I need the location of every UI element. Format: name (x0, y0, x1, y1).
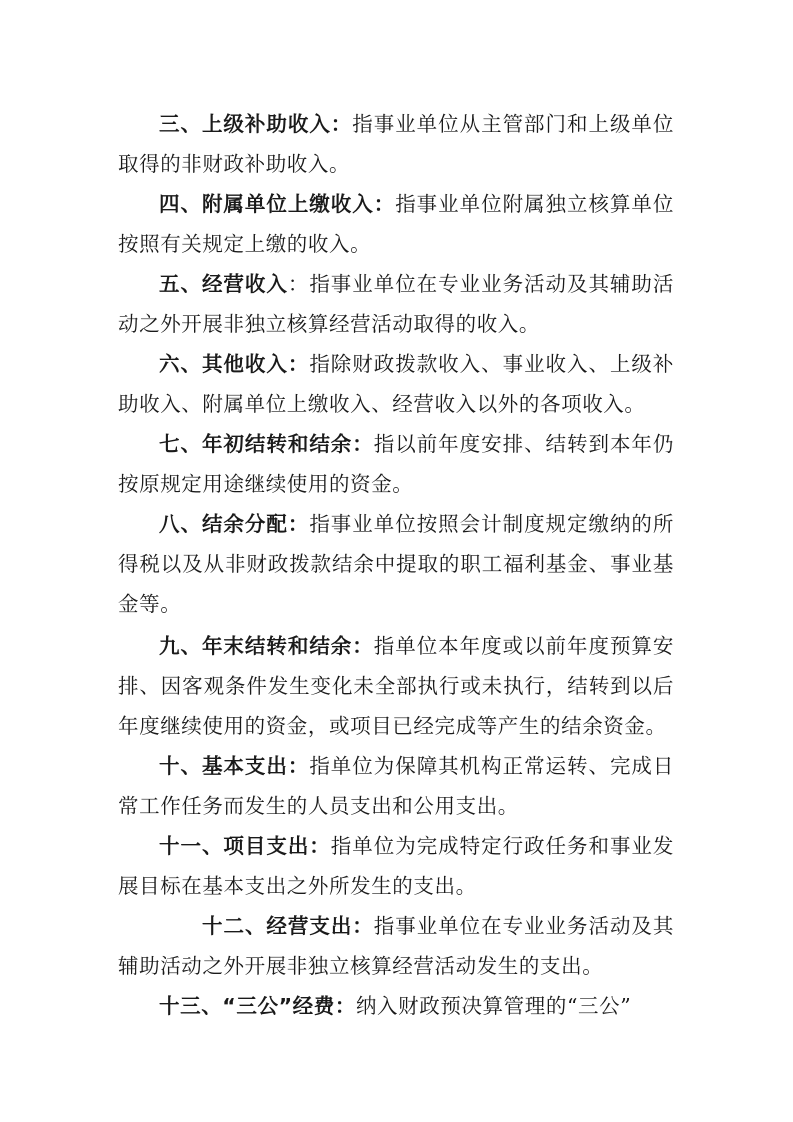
paragraph-affiliated-unit-income (118, 184, 674, 264)
paragraph-three-public-expenses (118, 986, 674, 1026)
paragraph-operating-income (118, 264, 674, 344)
term-heading: 十、基本支出： (159, 754, 310, 778)
term-heading: 九、年末结转和结余： (159, 634, 374, 658)
paragraph-opening-carryover (118, 424, 674, 504)
term-definition: 指单位为保障其机构正常运转、完成日常工作任务而发生的人员支出和公用支出。 (118, 754, 675, 818)
term-definition: 纳入财政预决算管理的“三公” (355, 994, 632, 1018)
term-definition: 指单位为完成特定行政任务和事业发展目标在基本支出之外所发生的支出。 (118, 834, 674, 898)
paragraph-basic-expenditure (118, 746, 674, 826)
term-heading: 三、上级补助收入： (159, 112, 353, 136)
term-definition: 指事业单位附属独立核算单位按照有关规定上缴的收入。 (118, 192, 674, 256)
term-heading: 十二、经营支出： (202, 914, 374, 938)
paragraph-project-expenditure (118, 826, 674, 906)
term-definition: 指除财政拨款收入、事业收入、上级补助收入、附属单位上缴收入、经营收入以外的各项收入。 (118, 352, 675, 416)
term-definition: 指以前年度安排、结转到本年仍按原规定用途继续使用的资金。 (118, 432, 675, 496)
term-heading: 十一、项目支出： (159, 834, 331, 858)
term-definition: 指事业单位在专业业务活动及其辅助活动之外开展非独立核算经营活动发生的支出。 (118, 914, 674, 978)
term-heading: 八、结余分配： (159, 512, 310, 536)
term-heading: 四、附属单位上缴收入： (159, 192, 396, 216)
paragraph-closing-carryover (118, 626, 674, 746)
paragraph-surplus-distribution (118, 504, 674, 624)
term-heading: 五、经营收入 (159, 272, 288, 296)
paragraph-other-income (118, 344, 674, 424)
term-heading: 六、其他收入： (159, 352, 310, 376)
paragraph-operating-expenditure (118, 906, 674, 986)
term-heading: 十三、“三公”经费： (159, 994, 356, 1018)
term-heading: 七、年初结转和结余： (159, 432, 374, 456)
term-definition: 指单位本年度或以前年度预算安排、因客观条件发生变化未全部执行或未执行，结转到以后年度继续使用的资金，或项目已经完成等产生的结余资金。 (118, 634, 675, 738)
term-definition: 指事业单位按照会计制度规定缴纳的所得税以及从非财政拨款结余中提取的职工福利基金、事业基金等。 (118, 512, 675, 616)
term-definition: ：指事业单位在专业业务活动及其辅助活动之外开展非独立核算经营活动取得的收入。 (118, 272, 674, 336)
paragraph-superior-subsidy-income (118, 104, 674, 184)
term-definition: 指事业单位从主管部门和上级单位取得的非财政补助收入。 (118, 112, 674, 176)
